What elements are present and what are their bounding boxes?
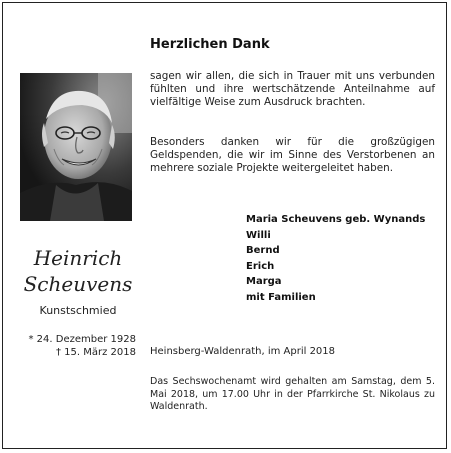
deceased-last-name: Scheuvens: [23, 272, 133, 296]
portrait-photo: [20, 73, 132, 221]
signatory-name: Maria Scheuvens geb. Wynands: [246, 214, 426, 225]
thanks-paragraph-1: sagen wir allen, die sich in Trauer mit uns verbunden fühlten und ihre wertschätzende Anteilnahme auf vielfältige Weise zum Ausdruck brachten.: [150, 70, 435, 109]
portrait-image: [20, 73, 132, 221]
memorial-mass-notice: Das Sechswochenamt wird gehalten am Samstag, dem 5. Mai 2018, um 17.00 Uhr in der Pfarrkirche St. Nikolaus zu Waldenrath.: [150, 376, 435, 413]
signatories: [246, 212, 425, 306]
place-and-date: Heinsberg-Waldenrath, im April 2018: [150, 346, 336, 357]
deceased-profession: Kunstschmied: [39, 304, 117, 317]
life-dates: [14, 333, 136, 359]
signatory-name: Erich: [246, 260, 275, 272]
signatory-name: mit Familien: [246, 291, 316, 303]
signatory-name: Willi: [246, 229, 271, 241]
deceased-first-name: Heinrich: [33, 246, 123, 270]
signatory-name: Marga: [246, 276, 282, 288]
signatory-name: Bernd: [246, 245, 280, 257]
death-date: † 15. März 2018: [55, 347, 136, 358]
birth-date: * 24. Dezember 1928: [28, 334, 136, 345]
thanks-heading: Herzlichen Dank: [150, 37, 270, 52]
thanks-paragraph-2: Besonders danken wir für die großzügigen Geldspenden, die wir im Sinne des Verstorbenen an mehrere soziale Projekte weitergeleitet haben.: [150, 136, 435, 175]
